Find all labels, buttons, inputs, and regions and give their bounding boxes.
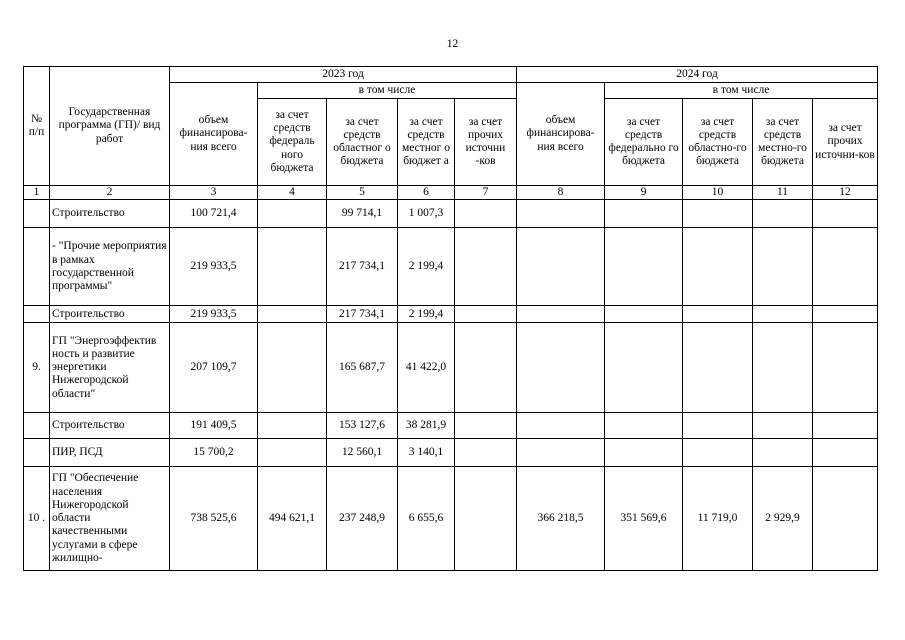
header-2023-federal: за счет средств федераль ного бюджета (258, 99, 327, 186)
cell-2024-other (813, 306, 878, 323)
row-index: 10 . (24, 467, 50, 571)
table-row (24, 467, 878, 571)
cell-2024-total (517, 200, 605, 228)
cell-2023-total: 207 109,7 (170, 323, 258, 413)
cell-2024-local (753, 228, 813, 306)
column-number: 9 (605, 186, 683, 200)
cell-2024-other (813, 439, 878, 467)
cell-2023-regional: 217 734,1 (327, 306, 398, 323)
cell-2024-total (517, 413, 605, 439)
cell-2023-total: 191 409,5 (170, 413, 258, 439)
header-2024-incl: в том числе (605, 83, 878, 99)
cell-2023-federal (258, 439, 327, 467)
cell-2023-other (455, 306, 517, 323)
header-2023-other: за счет прочих источни -ков (455, 99, 517, 186)
cell-2024-total (517, 306, 605, 323)
cell-2023-regional: 153 127,6 (327, 413, 398, 439)
column-number: 4 (258, 186, 327, 200)
column-number: 6 (398, 186, 455, 200)
cell-2023-federal (258, 228, 327, 306)
cell-2024-other (813, 413, 878, 439)
row-index (24, 228, 50, 306)
column-number: 10 (683, 186, 753, 200)
cell-2024-total (517, 228, 605, 306)
cell-2024-federal (605, 439, 683, 467)
header-program: Государственная программа (ГП)/ вид работ (50, 67, 170, 186)
cell-2023-other (455, 467, 517, 571)
row-index (24, 200, 50, 228)
row-index (24, 439, 50, 467)
header-year-2024: 2024 год (517, 67, 878, 83)
cell-2023-federal (258, 413, 327, 439)
cell-2023-other (455, 200, 517, 228)
cell-2023-local: 3 140,1 (398, 439, 455, 467)
financing-table (23, 66, 878, 571)
row-index: 9. (24, 323, 50, 413)
header-2024-total: объем финансирова-ния всего (517, 83, 605, 186)
row-name: ПИР, ПСД (50, 439, 170, 467)
column-number: 11 (753, 186, 813, 200)
cell-2024-regional (683, 228, 753, 306)
column-number: 7 (455, 186, 517, 200)
cell-2024-regional (683, 439, 753, 467)
header-year-2023: 2023 год (170, 67, 517, 83)
cell-2023-other (455, 323, 517, 413)
cell-2023-total: 15 700,2 (170, 439, 258, 467)
row-name: Строительство (50, 413, 170, 439)
cell-2024-federal (605, 413, 683, 439)
cell-2024-local (753, 413, 813, 439)
cell-2024-local (753, 306, 813, 323)
cell-2023-federal: 494 621,1 (258, 467, 327, 571)
cell-2024-total: 366 218,5 (517, 467, 605, 571)
cell-2023-regional: 12 560,1 (327, 439, 398, 467)
column-number: 5 (327, 186, 398, 200)
table-row (24, 323, 878, 413)
cell-2024-federal: 351 569,6 (605, 467, 683, 571)
cell-2023-local: 41 422,0 (398, 323, 455, 413)
header-2024-federal: за счет средств федерально го бюджета (605, 99, 683, 186)
cell-2024-other (813, 467, 878, 571)
header-2023-local: за счет средств местног о бюджет а (398, 99, 455, 186)
cell-2023-total: 100 721,4 (170, 200, 258, 228)
row-name: Строительство (50, 200, 170, 228)
row-name: ГП "Обеспечение населения Нижегородской области качественными услугами в сфере жилищно- (50, 467, 170, 571)
header-num: № п/п (24, 67, 50, 186)
cell-2023-local: 6 655,6 (398, 467, 455, 571)
cell-2024-regional: 11 719,0 (683, 467, 753, 571)
cell-2023-regional: 99 714,1 (327, 200, 398, 228)
row-index (24, 413, 50, 439)
cell-2024-local (753, 323, 813, 413)
row-name: Строительство (50, 306, 170, 323)
cell-2024-federal (605, 306, 683, 323)
table-row (24, 200, 878, 228)
cell-2024-local (753, 200, 813, 228)
cell-2024-local (753, 439, 813, 467)
column-number: 1 (24, 186, 50, 200)
cell-2023-regional: 165 687,7 (327, 323, 398, 413)
column-number: 8 (517, 186, 605, 200)
cell-2024-regional (683, 200, 753, 228)
cell-2024-local: 2 929,9 (753, 467, 813, 571)
column-number: 3 (170, 186, 258, 200)
cell-2024-other (813, 228, 878, 306)
column-number: 12 (813, 186, 878, 200)
cell-2023-regional: 217 734,1 (327, 228, 398, 306)
header-2023-regional: за счет средств областног о бюджета (327, 99, 398, 186)
cell-2023-total: 219 933,5 (170, 228, 258, 306)
cell-2024-other (813, 200, 878, 228)
cell-2023-total: 219 933,5 (170, 306, 258, 323)
cell-2024-regional (683, 323, 753, 413)
cell-2024-federal (605, 200, 683, 228)
table-row (24, 306, 878, 323)
header-2024-other: за счет прочих источни-ков (813, 99, 878, 186)
row-name: ГП "Энергоэффектив ность и развитие энергетики Нижегородской области" (50, 323, 170, 413)
cell-2023-local: 2 199,4 (398, 306, 455, 323)
page-number: 12 (446, 38, 459, 50)
cell-2024-federal (605, 323, 683, 413)
header-2023-total: объем финансирова-ния всего (170, 83, 258, 186)
cell-2024-total (517, 439, 605, 467)
cell-2024-regional (683, 306, 753, 323)
cell-2023-local: 1 007,3 (398, 200, 455, 228)
column-number-row (24, 186, 878, 200)
cell-2023-other (455, 228, 517, 306)
column-number: 2 (50, 186, 170, 200)
cell-2023-federal (258, 306, 327, 323)
cell-2023-local: 38 281,9 (398, 413, 455, 439)
header-2024-regional: за счет средств областно-го бюджета (683, 99, 753, 186)
header-2023-incl: в том числе (258, 83, 517, 99)
cell-2023-federal (258, 323, 327, 413)
cell-2023-local: 2 199,4 (398, 228, 455, 306)
cell-2024-federal (605, 228, 683, 306)
table-row (24, 413, 878, 439)
cell-2023-total: 738 525,6 (170, 467, 258, 571)
cell-2023-federal (258, 200, 327, 228)
cell-2023-regional: 237 248,9 (327, 467, 398, 571)
row-name: - "Прочие мероприятия в рамках государственной программы" (50, 228, 170, 306)
header-2024-local: за счет средств местно-го бюджета (753, 99, 813, 186)
cell-2024-regional (683, 413, 753, 439)
cell-2024-other (813, 323, 878, 413)
table-row (24, 439, 878, 467)
cell-2023-other (455, 413, 517, 439)
row-index (24, 306, 50, 323)
table-row (24, 228, 878, 306)
cell-2023-other (455, 439, 517, 467)
cell-2024-total (517, 323, 605, 413)
